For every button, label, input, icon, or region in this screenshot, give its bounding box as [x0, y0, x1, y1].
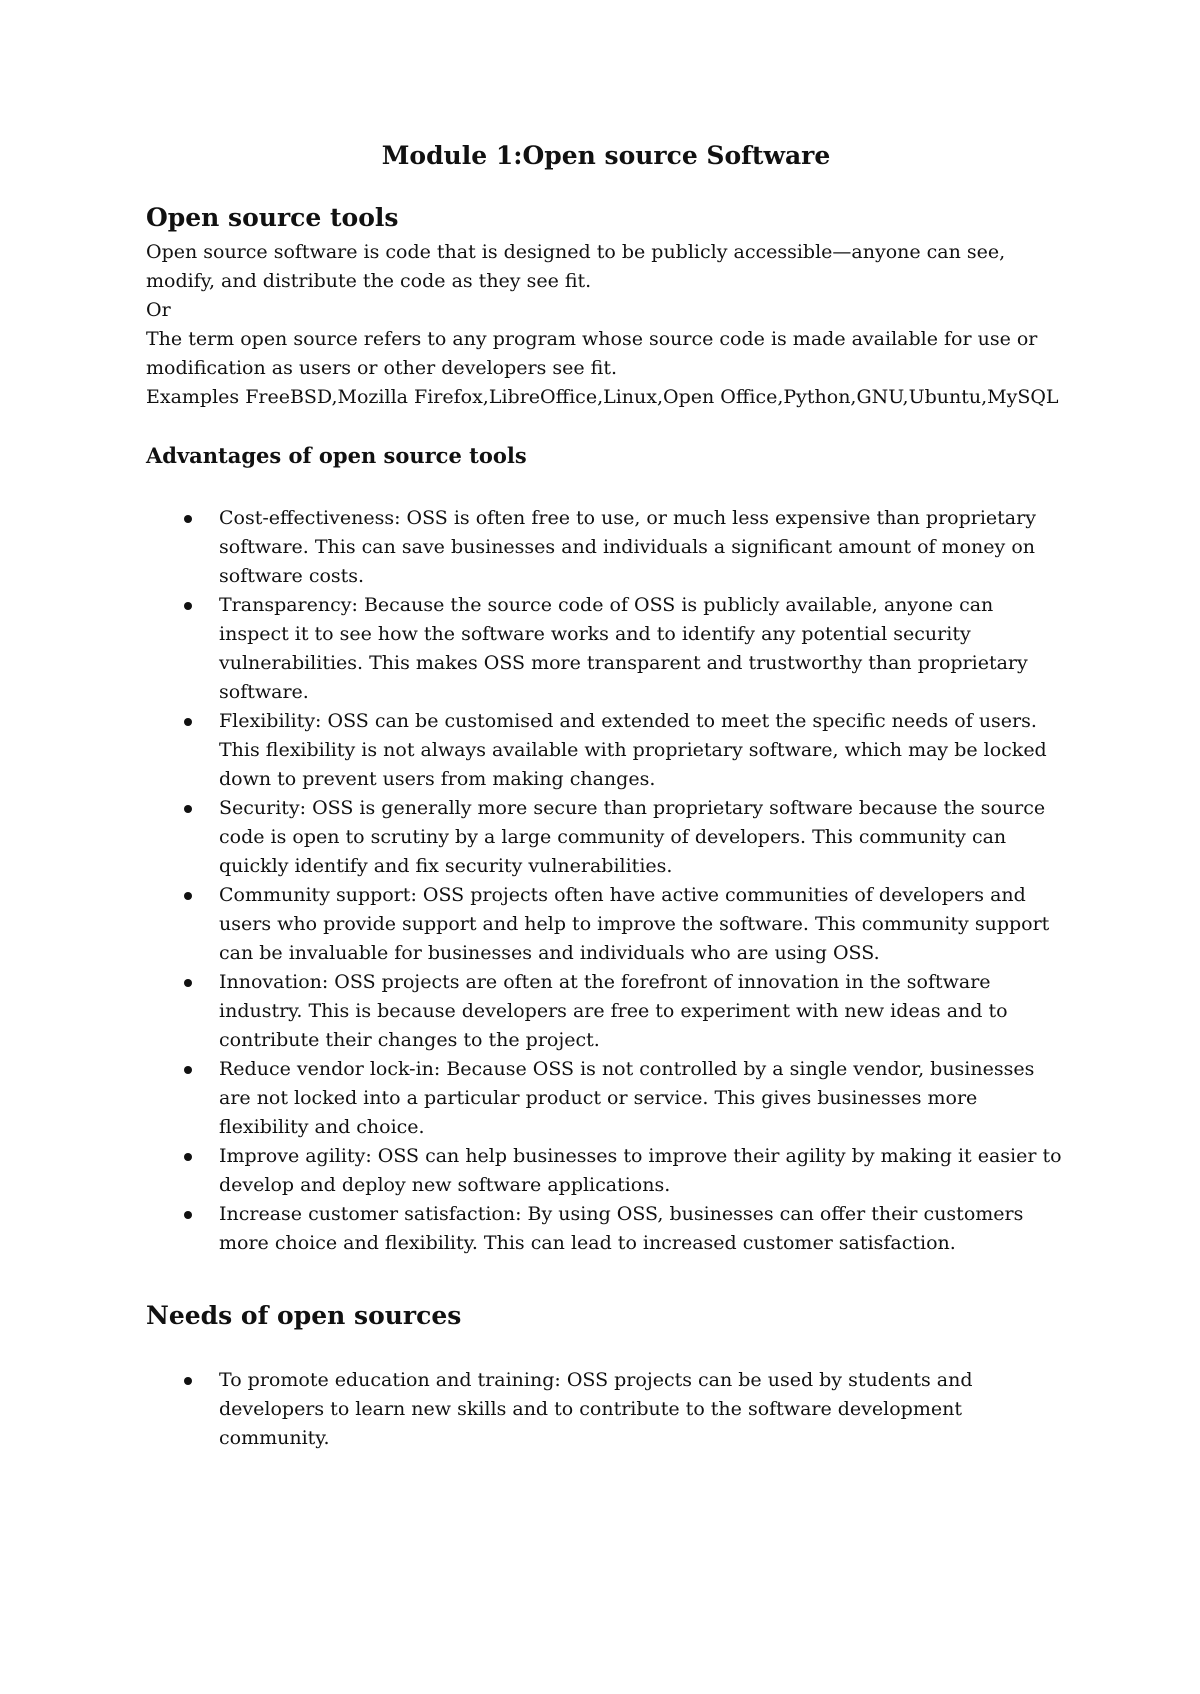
bullet-icon	[184, 979, 192, 987]
paragraph-term-definition: The term open source refers to any program whose source code is made available for use or modification as users or other developers see fit.	[146, 328, 1038, 379]
heading-needs: Needs of open sources	[146, 1301, 462, 1330]
list-item	[219, 794, 1066, 881]
bullet-icon	[184, 602, 192, 610]
list-item-text: Security: OSS is generally more secure than proprietary software because the source code is open to scrutiny by a large community of developers. This community can quickly identify and fix security vulnerabilities.	[219, 797, 1046, 877]
list-item-text: Community support: OSS projects often have active communities of developers and users who provide support and help to improve the software. This community support can be invaluable for businesses and individuals who are using OSS.	[219, 884, 1050, 964]
list-item	[219, 504, 1066, 591]
bullet-icon	[184, 515, 192, 523]
bullet-icon	[184, 805, 192, 813]
needs-list	[146, 1366, 1066, 1453]
list-item	[219, 1142, 1066, 1200]
heading-advantages: Advantages of open source tools	[146, 443, 527, 468]
bullet-icon	[184, 1211, 192, 1219]
list-item	[219, 968, 1066, 1055]
list-item	[219, 1055, 1066, 1142]
bullet-icon	[184, 1377, 192, 1385]
list-item-text: Transparency: Because the source code of OSS is publicly available, anyone can inspect it to see how the software works and to identify any potential security vulnerabilities. This makes OSS more transparent and trustworthy than proprietary software.	[219, 594, 1028, 703]
bullet-icon	[184, 892, 192, 900]
heading-open-source-tools: Open source tools	[146, 203, 399, 232]
document-body	[146, 140, 1066, 1453]
list-item	[219, 707, 1066, 794]
list-item-text: Flexibility: OSS can be customised and extended to meet the specific needs of users. This flexibility is not always available with proprietary software, which may be locked down to prevent users from making changes.	[219, 710, 1047, 790]
list-item-text: To promote education and training: OSS projects can be used by students and developers to learn new skills and to contribute to the software development community.	[219, 1369, 973, 1449]
list-item	[219, 1200, 1066, 1258]
advantages-list	[146, 504, 1066, 1258]
list-item-text: Reduce vendor lock-in: Because OSS is not controlled by a single vendor, businesses are not locked into a particular product or service. This gives businesses more flexibility and choice.	[219, 1058, 1035, 1138]
page-title: Module 1:Open source Software	[381, 141, 831, 170]
list-item-text: Improve agility: OSS can help businesses to improve their agility by making it easier to develop and deploy new software applications.	[219, 1145, 1062, 1196]
bullet-icon	[184, 1153, 192, 1161]
paragraph-examples: Examples FreeBSD,Mozilla Firefox,LibreOffice,Linux,Open Office,Python,GNU,Ubuntu,MySQL	[146, 386, 1059, 408]
paragraph-definition: Open source software is code that is designed to be publicly accessible—anyone can see, modify, and distribute the code as they see fit.	[146, 241, 1006, 292]
list-item-text: Increase customer satisfaction: By using OSS, businesses can offer their customers more choice and flexibility. This can lead to increased customer satisfaction.	[219, 1203, 1024, 1254]
bullet-icon	[184, 1066, 192, 1074]
list-item-text: Innovation: OSS projects are often at the forefront of innovation in the software industry. This is because developers are free to experiment with new ideas and to contribute their changes to the project.	[219, 971, 1008, 1051]
list-item	[219, 881, 1066, 968]
list-item	[219, 591, 1066, 707]
list-item	[219, 1366, 1066, 1453]
bullet-icon	[184, 718, 192, 726]
list-item-text: Cost-effectiveness: OSS is often free to use, or much less expensive than proprietary software. This can save businesses and individuals a significant amount of money on software costs.	[219, 507, 1036, 587]
paragraph-or: Or	[146, 299, 171, 321]
